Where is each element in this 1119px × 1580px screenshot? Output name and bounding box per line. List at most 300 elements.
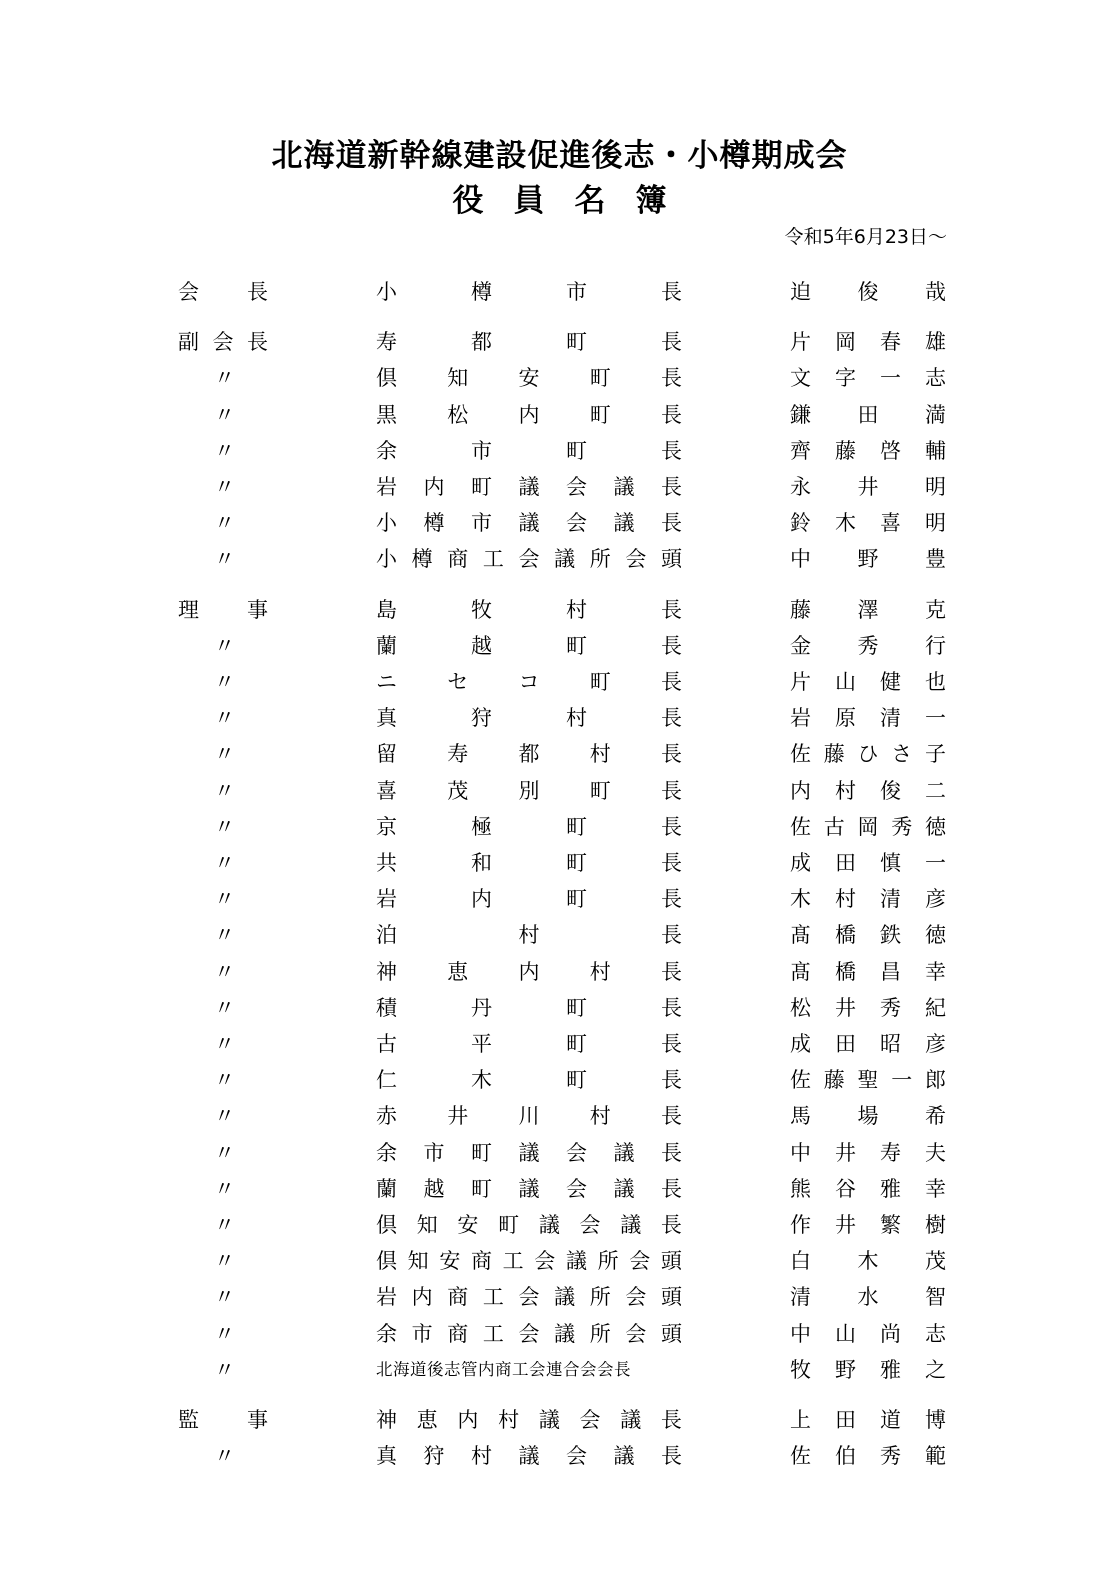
- char: 字: [835, 366, 856, 391]
- char: 長: [661, 1444, 682, 1469]
- char: 井: [857, 475, 879, 499]
- char: 樹: [925, 1213, 946, 1237]
- roster-row: [0, 436, 1119, 466]
- char: 迫: [790, 280, 811, 304]
- char: 野: [857, 547, 879, 572]
- roster-role: 〃: [214, 923, 235, 948]
- roster-row: [0, 277, 1119, 307]
- char: 岩: [790, 706, 811, 731]
- char: 村: [589, 1104, 611, 1129]
- char: 会: [518, 1285, 540, 1310]
- char: 恵: [416, 1408, 438, 1432]
- char: 副: [178, 330, 199, 355]
- char: 市: [471, 511, 492, 536]
- char: 寿: [376, 330, 397, 355]
- roster-row: [0, 920, 1119, 950]
- roster-name: [790, 363, 946, 393]
- roster-row: [0, 957, 1119, 987]
- char: 長: [661, 778, 682, 803]
- roster-role: [178, 595, 268, 625]
- char: 都: [471, 330, 492, 355]
- char: 知: [416, 1213, 438, 1237]
- char: 作: [790, 1213, 811, 1237]
- char: 一: [891, 1068, 913, 1093]
- roster-organization: [376, 993, 682, 1023]
- char: 希: [925, 1104, 946, 1129]
- roster-name: [790, 595, 946, 625]
- roster-row: [0, 1174, 1119, 1204]
- char: 町: [589, 366, 611, 391]
- char: 村: [566, 706, 587, 731]
- char: 議: [518, 511, 540, 536]
- char: 町: [471, 1176, 492, 1201]
- roster-row: [0, 400, 1119, 430]
- char: 商: [470, 1249, 492, 1274]
- roster-name: [790, 1029, 946, 1059]
- char: 成: [790, 1032, 811, 1056]
- roster-role: 〃: [214, 851, 235, 875]
- char: 郎: [925, 1068, 946, 1093]
- char: 町: [589, 778, 611, 803]
- char: 議: [554, 547, 576, 572]
- char: 工: [502, 1249, 524, 1274]
- char: 橋: [835, 959, 856, 984]
- char: 白: [790, 1249, 811, 1274]
- char: 牧: [471, 597, 492, 622]
- char: 小: [376, 280, 397, 304]
- char: 町: [566, 633, 587, 658]
- roster-role: 〃: [214, 1444, 235, 1469]
- char: 齊: [790, 438, 811, 463]
- char: 会: [579, 1213, 601, 1237]
- char: 長: [661, 814, 682, 839]
- char: 越: [471, 633, 492, 658]
- char: 一: [925, 706, 946, 731]
- char: 理: [178, 597, 199, 622]
- char: 長: [661, 280, 682, 304]
- roster-row: [0, 1210, 1119, 1240]
- roster-organization: [376, 884, 682, 914]
- char: 徳: [925, 814, 946, 839]
- roster-name: [790, 472, 946, 502]
- char: 長: [661, 1068, 682, 1093]
- char: 範: [925, 1444, 946, 1469]
- char: 長: [661, 923, 682, 948]
- roster-role: 〃: [214, 1357, 235, 1382]
- roster-name: [790, 739, 946, 769]
- roster-organization: [376, 400, 682, 430]
- char: 議: [554, 1321, 576, 1346]
- char: 狩: [471, 706, 492, 731]
- char: 長: [660, 1213, 682, 1237]
- char: 留: [376, 742, 397, 767]
- char: 所: [589, 1321, 611, 1346]
- char: 事: [247, 597, 268, 622]
- roster-name: [790, 508, 946, 538]
- char: 道: [880, 1408, 901, 1432]
- char: 春: [880, 330, 901, 355]
- char: 長: [661, 1176, 682, 1201]
- char: 子: [925, 742, 946, 767]
- char: 真: [376, 1444, 397, 1469]
- roster-role: 〃: [214, 402, 235, 427]
- char: 村: [835, 887, 856, 912]
- roster-name: [790, 884, 946, 914]
- char: 町: [566, 438, 587, 463]
- char: 村: [471, 1444, 492, 1469]
- char: 木: [790, 887, 811, 912]
- roster-role: 〃: [214, 1285, 235, 1310]
- char: 別: [518, 778, 540, 803]
- roster-name: [790, 631, 946, 661]
- roster-row: [0, 595, 1119, 625]
- roster-role: 〃: [214, 438, 235, 463]
- roster-organization: [376, 812, 682, 842]
- char: 尚: [880, 1321, 901, 1346]
- char: 議: [620, 1213, 642, 1237]
- char: 澤: [857, 597, 879, 622]
- roster-name: [790, 1138, 946, 1168]
- char: 会: [178, 280, 199, 304]
- char: 平: [471, 1032, 492, 1056]
- roster-name: [790, 327, 946, 357]
- roster-row: [0, 1246, 1119, 1276]
- char: 市: [411, 1321, 433, 1346]
- char: 商: [447, 547, 469, 572]
- char: 佐: [790, 742, 811, 767]
- roster-name: [790, 812, 946, 842]
- roster-row: [0, 776, 1119, 806]
- roster-organization: [376, 631, 682, 661]
- char: 会: [566, 1444, 587, 1469]
- char: 内: [518, 402, 540, 427]
- char: 長: [661, 1032, 682, 1056]
- char: 議: [538, 1408, 560, 1432]
- char: 会: [518, 1321, 540, 1346]
- roster-name: [790, 544, 946, 574]
- roster-role: [178, 1405, 268, 1435]
- roster-name: [790, 1441, 946, 1471]
- char: 内: [423, 475, 445, 499]
- char: 長: [661, 330, 682, 355]
- roster-organization: [376, 957, 682, 987]
- char: 議: [613, 1140, 635, 1165]
- char: 会: [566, 1176, 587, 1201]
- char: 蘭: [376, 633, 397, 658]
- char: 山: [835, 670, 856, 694]
- roster-role: 〃: [214, 670, 235, 694]
- char: 議: [613, 1176, 635, 1201]
- char: 村: [835, 778, 856, 803]
- char: 町: [566, 851, 587, 875]
- roster-role: 〃: [214, 1321, 235, 1346]
- roster-organization: [376, 1246, 682, 1276]
- char: 神: [376, 959, 397, 984]
- char: 昌: [880, 959, 901, 984]
- roster-organization: [376, 436, 682, 466]
- char: 安: [439, 1249, 461, 1274]
- char: 町: [566, 1068, 587, 1093]
- char: 長: [661, 438, 682, 463]
- char: 松: [790, 995, 811, 1020]
- char: 満: [925, 402, 946, 427]
- roster-organization: [376, 508, 682, 538]
- roster-name: [790, 1355, 946, 1385]
- char: 和: [471, 851, 492, 875]
- char: 倶: [376, 1249, 397, 1274]
- char: 頭: [661, 547, 682, 572]
- char: 長: [247, 280, 268, 304]
- char: 知: [447, 366, 469, 391]
- char: 橋: [835, 923, 856, 948]
- roster-organization: [376, 277, 682, 307]
- roster-name: [790, 920, 946, 950]
- char: 工: [482, 547, 504, 572]
- char: 志: [925, 1321, 946, 1346]
- roster-row: [0, 1138, 1119, 1168]
- char: 黒: [376, 402, 397, 427]
- char: 鈴: [790, 511, 811, 536]
- roster-role: 〃: [214, 959, 235, 984]
- char: 内: [471, 887, 492, 912]
- char: 議: [554, 1285, 576, 1310]
- char: 議: [620, 1408, 642, 1432]
- char: 島: [376, 597, 397, 622]
- char: 町: [471, 475, 492, 499]
- char: 文: [790, 366, 811, 391]
- char: 木: [835, 511, 856, 536]
- document-title: 北海道新幹線建設促進後志・小樽期成会: [271, 138, 848, 174]
- roster-role: 〃: [214, 1032, 235, 1056]
- char: 輔: [925, 438, 946, 463]
- char: 松: [447, 402, 469, 427]
- roster-row: [0, 1282, 1119, 1312]
- roster-row: [0, 1029, 1119, 1059]
- char: 会: [566, 1140, 587, 1165]
- char: 一: [925, 851, 946, 875]
- roster-row: [0, 1355, 1119, 1385]
- roster-role: 〃: [214, 742, 235, 767]
- char: 神: [376, 1408, 397, 1432]
- char: 長: [247, 330, 268, 355]
- char: 智: [925, 1285, 946, 1310]
- char: 倶: [376, 1213, 397, 1237]
- char: 也: [925, 670, 946, 694]
- char: 中: [790, 547, 811, 572]
- char: 長: [661, 706, 682, 731]
- char: 髙: [790, 959, 811, 984]
- char: 議: [613, 475, 635, 499]
- char: 井: [447, 1104, 469, 1129]
- char: 知: [407, 1249, 429, 1274]
- char: 村: [589, 742, 611, 767]
- char: 町: [566, 814, 587, 839]
- roster-row: [0, 508, 1119, 538]
- char: 頭: [661, 1321, 682, 1346]
- char: 町: [566, 330, 587, 355]
- char: 仁: [376, 1068, 397, 1093]
- char: 赤: [376, 1104, 397, 1129]
- char: 岩: [376, 887, 397, 912]
- roster-organization: 北海道後志管内商工会連合会会長: [376, 1359, 631, 1379]
- char: 長: [661, 995, 682, 1020]
- char: 町: [589, 670, 611, 694]
- char: 市: [471, 438, 492, 463]
- roster-row: [0, 1441, 1119, 1471]
- roster-row: [0, 993, 1119, 1023]
- char: 鉄: [880, 923, 901, 948]
- roster-name: [790, 848, 946, 878]
- char: 長: [661, 511, 682, 536]
- roster-role: 〃: [214, 887, 235, 912]
- char: 古: [376, 1032, 397, 1056]
- char: 頭: [661, 1285, 682, 1310]
- roster-organization: [376, 776, 682, 806]
- char: 町: [498, 1213, 520, 1237]
- char: 彦: [925, 887, 946, 912]
- roster-organization: [376, 848, 682, 878]
- char: 秀: [880, 1444, 901, 1469]
- char: 繁: [880, 1213, 901, 1237]
- char: さ: [891, 742, 913, 767]
- char: 一: [880, 366, 901, 391]
- roster-role: 〃: [214, 1213, 235, 1237]
- roster-organization: [376, 1405, 682, 1435]
- char: 俊: [857, 280, 879, 304]
- char: 議: [518, 475, 540, 499]
- char: 明: [925, 475, 946, 499]
- char: 内: [457, 1408, 479, 1432]
- char: 聖: [857, 1068, 879, 1093]
- char: 議: [518, 1444, 540, 1469]
- char: 木: [471, 1068, 492, 1093]
- roster-name: [790, 400, 946, 430]
- char: 中: [790, 1321, 811, 1346]
- char: 秀: [857, 633, 879, 658]
- char: 議: [613, 511, 635, 536]
- roster-row: [0, 363, 1119, 393]
- char: 小: [376, 547, 397, 572]
- char: 所: [597, 1249, 619, 1274]
- roster-role: 〃: [214, 1249, 235, 1274]
- roster-row: [0, 739, 1119, 769]
- char: 佐: [790, 814, 811, 839]
- char: 内: [790, 778, 811, 803]
- char: 片: [790, 670, 811, 694]
- char: 鎌: [790, 402, 811, 427]
- char: 岩: [376, 475, 397, 499]
- char: 京: [376, 814, 397, 839]
- char: 喜: [376, 778, 397, 803]
- char: 商: [447, 1321, 469, 1346]
- char: 会: [566, 475, 587, 499]
- char: 井: [835, 1213, 856, 1237]
- char: 木: [857, 1249, 879, 1274]
- char: 哉: [925, 280, 946, 304]
- roster-name: [790, 1065, 946, 1095]
- char: 会: [212, 330, 234, 355]
- roster-role: 〃: [214, 1176, 235, 1201]
- char: 伯: [835, 1444, 856, 1469]
- char: 水: [857, 1285, 879, 1310]
- roster-name: [790, 776, 946, 806]
- char: 明: [925, 511, 946, 536]
- char: 長: [661, 851, 682, 875]
- roster-row: [0, 884, 1119, 914]
- roster-row: [0, 1065, 1119, 1095]
- char: 蘭: [376, 1176, 397, 1201]
- roster-role: 〃: [214, 706, 235, 731]
- roster-name: [790, 703, 946, 733]
- char: 茂: [925, 1249, 946, 1274]
- char: 長: [661, 633, 682, 658]
- char: 会: [629, 1249, 651, 1274]
- roster-name: [790, 1282, 946, 1312]
- roster-organization: [376, 1101, 682, 1131]
- char: 川: [518, 1104, 540, 1129]
- char: 彦: [925, 1032, 946, 1056]
- roster-organization: [376, 472, 682, 502]
- char: 岩: [376, 1285, 397, 1310]
- char: 議: [538, 1213, 560, 1237]
- char: 徳: [925, 923, 946, 948]
- roster-name: [790, 993, 946, 1023]
- char: 佐: [790, 1068, 811, 1093]
- char: 啓: [880, 438, 901, 463]
- char: 工: [482, 1285, 504, 1310]
- char: 長: [661, 366, 682, 391]
- char: 真: [376, 706, 397, 731]
- char: 田: [835, 851, 856, 875]
- char: 髙: [790, 923, 811, 948]
- char: 牧: [790, 1357, 811, 1382]
- roster-organization: [376, 363, 682, 393]
- char: 片: [790, 330, 811, 355]
- char: 上: [790, 1408, 811, 1432]
- roster-role: 〃: [214, 814, 235, 839]
- char: 克: [925, 597, 946, 622]
- roster-name: [790, 1101, 946, 1131]
- char: 長: [661, 1140, 682, 1165]
- char: 長: [661, 959, 682, 984]
- char: 内: [411, 1285, 433, 1310]
- char: 清: [790, 1285, 811, 1310]
- roster-row: [0, 631, 1119, 661]
- roster-organization: [376, 1029, 682, 1059]
- roster-organization: [376, 667, 682, 697]
- char: 長: [661, 670, 682, 694]
- char: 古: [823, 814, 845, 839]
- char: 藤: [823, 742, 845, 767]
- char: 原: [835, 706, 856, 731]
- roster-role: [178, 327, 268, 357]
- char: 工: [482, 1321, 504, 1346]
- char: 長: [661, 1104, 682, 1129]
- roster-row: [0, 667, 1119, 697]
- char: 議: [565, 1249, 587, 1274]
- char: 清: [880, 887, 901, 912]
- char: 倶: [376, 366, 397, 391]
- char: 市: [566, 280, 587, 304]
- char: 長: [661, 402, 682, 427]
- char: 共: [376, 851, 397, 875]
- document-subtitle: 役員名簿: [452, 183, 697, 219]
- char: 越: [423, 1176, 445, 1201]
- char: 都: [518, 742, 540, 767]
- char: 志: [925, 366, 946, 391]
- char: 安: [518, 366, 540, 391]
- roster-name: [790, 667, 946, 697]
